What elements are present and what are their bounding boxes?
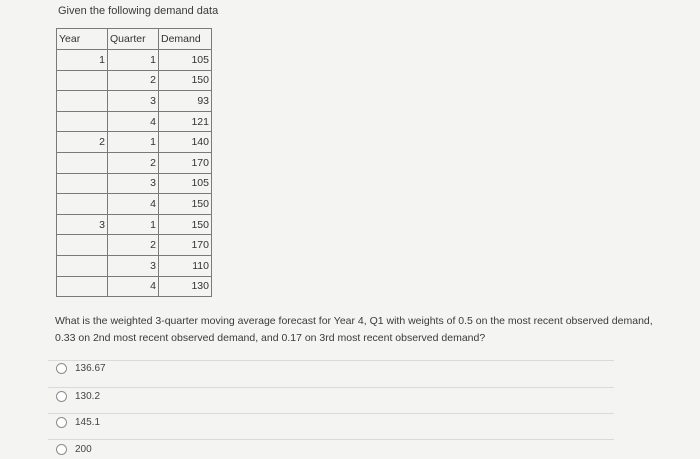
cell-demand: 150	[159, 214, 212, 235]
cell-quarter: 3	[108, 255, 159, 276]
table-row	[57, 173, 212, 194]
cell-year: 2	[57, 132, 108, 153]
table-row	[57, 50, 212, 71]
separator	[48, 413, 614, 414]
cell-year	[57, 255, 108, 276]
table-row	[57, 214, 212, 235]
cell-year: 3	[57, 214, 108, 235]
table-row	[57, 255, 212, 276]
header-demand: Demand	[159, 29, 212, 50]
table-body	[57, 50, 212, 297]
cell-year	[57, 173, 108, 194]
answer-option-1[interactable]	[56, 363, 106, 374]
option-label: 145.1	[75, 417, 101, 428]
table-row	[57, 70, 212, 91]
cell-quarter: 2	[108, 70, 159, 91]
radio-icon[interactable]	[56, 391, 67, 402]
cell-demand: 150	[159, 70, 212, 91]
cell-quarter: 1	[108, 132, 159, 153]
header-quarter: Quarter	[108, 29, 159, 50]
table-row	[57, 276, 212, 297]
cell-year	[57, 152, 108, 173]
option-label: 130.2	[75, 391, 101, 402]
option-label: 136.67	[75, 363, 106, 374]
table-row	[57, 235, 212, 256]
cell-year	[57, 276, 108, 297]
table-row	[57, 194, 212, 215]
cell-quarter: 4	[108, 276, 159, 297]
cell-year	[57, 194, 108, 215]
intro-text: Given the following demand data	[58, 5, 219, 17]
separator	[48, 387, 614, 388]
cell-quarter: 4	[108, 194, 159, 215]
cell-year: 1	[57, 50, 108, 71]
table-row	[57, 91, 212, 112]
header-year: Year	[57, 29, 108, 50]
cell-year	[57, 235, 108, 256]
radio-icon[interactable]	[56, 363, 67, 374]
separator	[48, 360, 614, 361]
cell-quarter: 2	[108, 235, 159, 256]
radio-icon[interactable]	[56, 417, 67, 428]
cell-demand: 130	[159, 276, 212, 297]
table-row	[57, 152, 212, 173]
cell-quarter: 3	[108, 173, 159, 194]
answer-option-3[interactable]	[56, 417, 100, 428]
cell-demand: 110	[159, 255, 212, 276]
cell-quarter: 1	[108, 50, 159, 71]
cell-demand: 121	[159, 111, 212, 132]
table-header-row	[57, 29, 212, 50]
cell-quarter: 3	[108, 91, 159, 112]
answer-option-4[interactable]	[56, 444, 92, 455]
cell-demand: 105	[159, 50, 212, 71]
separator	[48, 439, 614, 440]
cell-demand: 93	[159, 91, 212, 112]
cell-year	[57, 91, 108, 112]
cell-demand: 105	[159, 173, 212, 194]
option-label: 200	[75, 444, 92, 455]
cell-demand: 150	[159, 194, 212, 215]
cell-quarter: 2	[108, 152, 159, 173]
cell-quarter: 1	[108, 214, 159, 235]
cell-quarter: 4	[108, 111, 159, 132]
cell-year	[57, 111, 108, 132]
radio-icon[interactable]	[56, 444, 67, 455]
answer-option-2[interactable]	[56, 391, 100, 402]
demand-table	[56, 28, 212, 297]
table-row	[57, 132, 212, 153]
cell-demand: 140	[159, 132, 212, 153]
cell-demand: 170	[159, 152, 212, 173]
cell-demand: 170	[159, 235, 212, 256]
table-row	[57, 111, 212, 132]
question-text: What is the weighted 3-quarter moving average forecast for Year 4, Q1 with weights of 0.5 on the most recent observed demand, 0.33 on 2nd most recent observed demand, and 0.17 on 3rd most recent observed demand?	[55, 315, 653, 344]
cell-year	[57, 70, 108, 91]
